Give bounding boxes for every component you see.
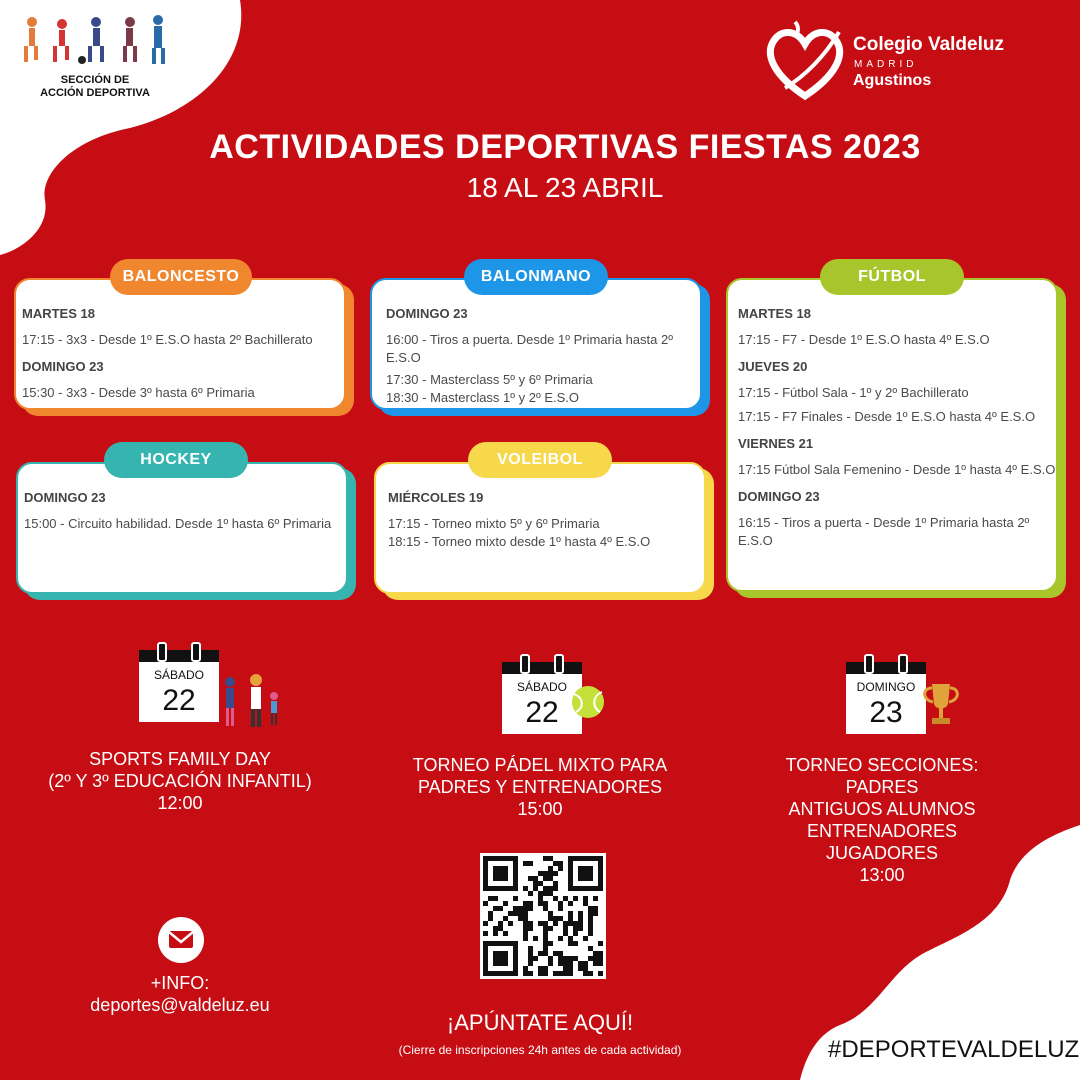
calendar-day: SÁBADO xyxy=(153,668,204,682)
event-sections-tournament xyxy=(722,754,1042,886)
balonmano-label: BALONMANO xyxy=(464,259,608,295)
contact-info xyxy=(60,972,300,1016)
calendar-icon xyxy=(139,642,219,722)
calendar-icon xyxy=(846,654,926,734)
event-family-day xyxy=(20,748,340,814)
schedule-item: 16:15 - Tiros a puerta - Desde 1º Primaria hasta 2º E.S.O xyxy=(738,515,1030,548)
schedule-item: 17:15 - Fútbol Sala - 1º y 2º Bachillerato xyxy=(738,385,969,400)
section-logo xyxy=(10,12,180,100)
event-line: SPORTS FAMILY DAY xyxy=(89,749,271,769)
calendar-date: 22 xyxy=(525,696,559,729)
family-icon xyxy=(218,672,282,730)
event-line: (2º Y 3º EDUCACIÓN INFANTIL) xyxy=(48,771,312,791)
athletes-icons xyxy=(10,12,180,68)
signup-qr-code[interactable] xyxy=(480,853,606,979)
school-order: Agustinos xyxy=(853,72,932,89)
hockey-label: HOCKEY xyxy=(104,442,248,478)
contact-label: +INFO: xyxy=(150,973,210,993)
futbol-card xyxy=(726,278,1058,592)
page-title: ACTIVIDADES DEPORTIVAS FIESTAS 2023 xyxy=(209,128,921,166)
hashtag: #DEPORTEVALDELUZ xyxy=(828,1036,1080,1063)
schedule-item: 17:15 - 3x3 - Desde 1º E.S.O hasta 2º Bachillerato xyxy=(22,332,313,347)
event-line: 12:00 xyxy=(157,793,203,813)
event-padel-tournament xyxy=(380,754,700,820)
event-line: TORNEO PÁDEL MIXTO PARA xyxy=(412,755,668,775)
event-line: PADRES xyxy=(845,777,919,797)
schedule-day: MARTES 18 xyxy=(738,306,811,321)
school-logo xyxy=(765,16,1025,106)
calendar-day: DOMINGO xyxy=(856,680,916,694)
futbol-label: FÚTBOL xyxy=(820,259,964,295)
section-caption-line2: ACCIÓN DEPORTIVA xyxy=(40,87,150,99)
tennis-ball-icon xyxy=(570,684,606,720)
schedule-day: DOMINGO 23 xyxy=(738,489,820,504)
section-caption-line1: SECCIÓN DE xyxy=(60,74,130,86)
schedule-item: 17:15 Fútbol Sala Femenino - Desde 1º hasta 4º E.S.O xyxy=(738,462,1056,477)
event-line: 15:00 xyxy=(517,799,563,819)
baloncesto-label: BALONCESTO xyxy=(110,259,252,295)
schedule-item: 17:15 - F7 - Desde 1º E.S.O hasta 4º E.S.O xyxy=(738,332,990,347)
signup-note: (Cierre de inscripciones 24h antes de cada actividad) xyxy=(398,1043,682,1057)
schedule-day: DOMINGO 23 xyxy=(24,490,106,505)
event-line: ANTIGUOS ALUMNOS xyxy=(788,799,976,819)
signup-cta: ¡APÚNTATE AQUÍ! xyxy=(446,1010,634,1035)
event-line: TORNEO SECCIONES: xyxy=(785,755,979,775)
schedule-item: 17:15 - Torneo mixto 5º y 6º Primaria xyxy=(388,516,600,531)
schedule-day: MARTES 18 xyxy=(22,306,95,321)
voleibol-card xyxy=(374,462,706,594)
schedule-item: 18:15 - Torneo mixto desde 1º hasta 4º E.S.O xyxy=(388,534,651,549)
school-name: Colegio Valdeluz xyxy=(853,34,1004,55)
schedule-day: JUEVES 20 xyxy=(738,359,808,374)
event-line: PADRES Y ENTRENADORES xyxy=(417,777,663,797)
event-line: ENTRENADORES xyxy=(806,821,958,841)
heart-logo-icon xyxy=(765,16,845,106)
schedule-item: 15:00 - Circuito habilidad. Desde 1º hasta 6º Primaria xyxy=(24,516,332,531)
baloncesto-card xyxy=(14,278,346,410)
contact-email[interactable]: deportes@valdeluz.eu xyxy=(90,995,270,1015)
hockey-card xyxy=(16,462,348,594)
calendar-date: 22 xyxy=(162,684,196,717)
calendar-day: SÁBADO xyxy=(516,680,567,694)
event-line: 13:00 xyxy=(859,865,905,885)
event-line: JUGADORES xyxy=(825,843,939,863)
trophy-icon xyxy=(920,680,962,728)
schedule-item: 16:00 - Tiros a puerta. Desde 1º Primaria hasta 2º E.S.O xyxy=(386,332,673,365)
calendar-date: 23 xyxy=(869,696,903,729)
schedule-day: MIÉRCOLES 19 xyxy=(388,490,484,505)
voleibol-label: VOLEIBOL xyxy=(468,442,612,478)
schedule-day: VIERNES 21 xyxy=(738,436,814,451)
qr-code-icon xyxy=(480,853,606,979)
schedule-item: 18:30 - Masterclass 1º y 2º E.S.O xyxy=(386,390,580,405)
schedule-item: 17:30 - Masterclass 5º y 6º Primaria xyxy=(386,372,593,387)
balonmano-card xyxy=(370,278,702,410)
schedule-day: DOMINGO 23 xyxy=(22,359,104,374)
page-subtitle: 18 AL 23 ABRIL xyxy=(466,172,664,203)
schedule-day: DOMINGO 23 xyxy=(386,306,468,321)
athletes-icon xyxy=(20,12,170,68)
schedule-item: 15:30 - 3x3 - Desde 3º hasta 6º Primaria xyxy=(22,385,255,400)
schedule-item: 17:15 - F7 Finales - Desde 1º E.S.O hasta 4º E.S.O xyxy=(738,409,1036,424)
school-city: MADRID xyxy=(854,59,918,70)
mail-icon[interactable] xyxy=(158,917,204,963)
